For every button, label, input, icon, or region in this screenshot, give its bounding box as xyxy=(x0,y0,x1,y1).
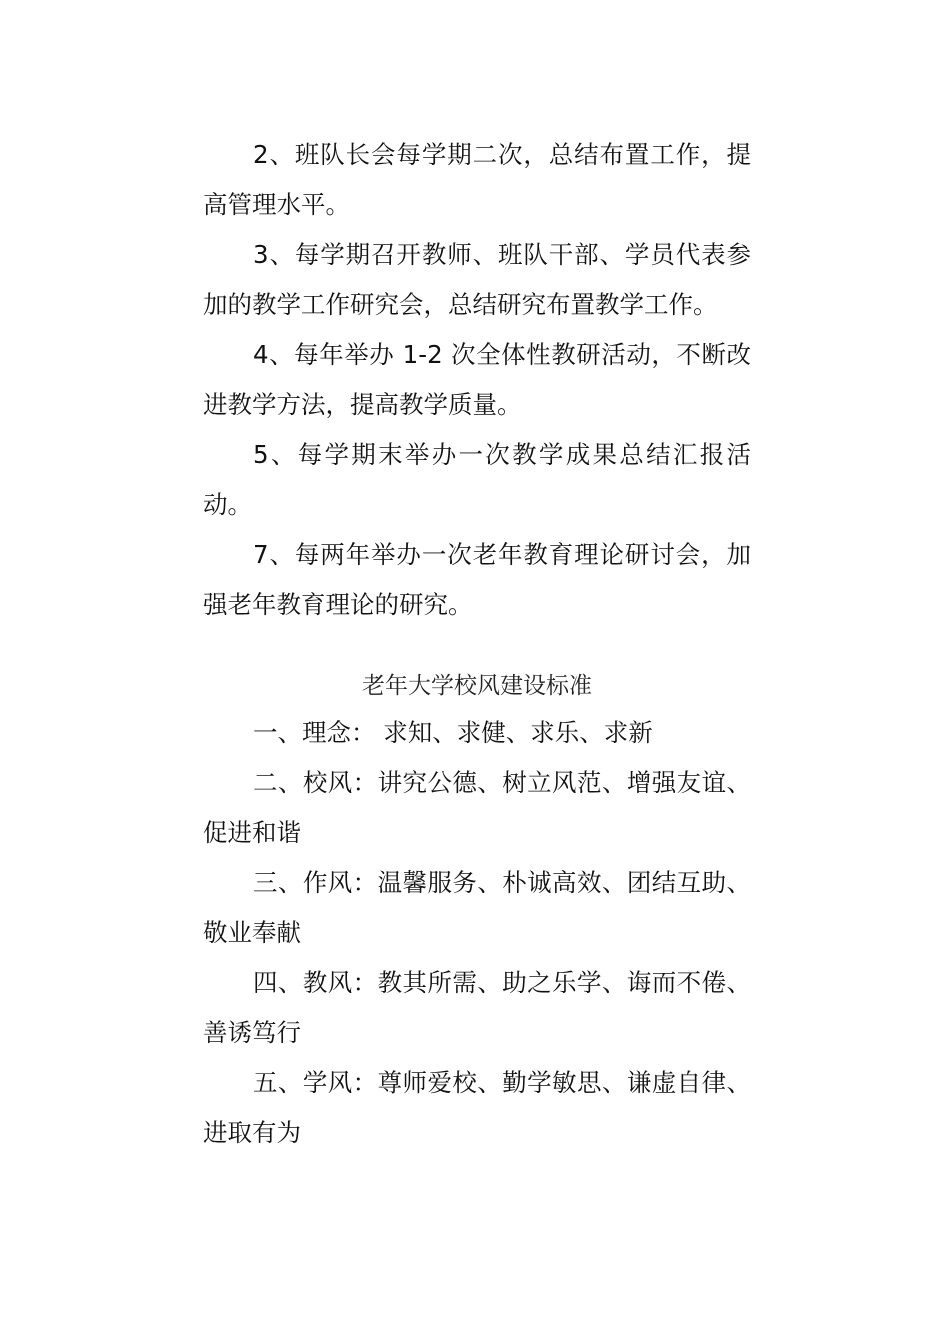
section-title: 老年大学校风建设标准 xyxy=(362,673,592,699)
paragraph-item-4: 4、每年举办 1-2 次全体性教研活动，不断改进教学方法，提高教学质量。 xyxy=(203,340,751,419)
standard-item-philosophy: 一、理念： 求知、求健、求乐、求新 xyxy=(253,718,653,747)
paragraph-item-7: 7、每两年举办一次老年教育理论研讨会，加强老年教育理论的研究。 xyxy=(203,540,751,619)
document-body xyxy=(203,130,751,1158)
standard-item-school-spirit: 二、校风：讲究公德、树立风范、增强友谊、促进和谐 xyxy=(203,768,751,847)
standard-item-work-style: 三、作风：温馨服务、朴诚高效、团结互助、敬业奉献 xyxy=(203,868,751,947)
paragraph-item-3: 3、每学期召开教师、班队干部、学员代表参加的教学工作研究会，总结研究布置教学工作。 xyxy=(203,240,751,319)
paragraph-item-5: 5、每学期末举办一次教学成果总结汇报活动。 xyxy=(203,440,751,519)
section-spacer xyxy=(203,630,751,664)
standard-item-study-style: 五、学风：尊师爱校、勤学敏思、谦虚自律、进取有为 xyxy=(203,1068,751,1147)
standard-item-teaching-style: 四、教风：教其所需、助之乐学、诲而不倦、善诱笃行 xyxy=(203,968,751,1047)
paragraph-item-2: 2、班队长会每学期二次，总结布置工作，提高管理水平。 xyxy=(203,140,751,219)
